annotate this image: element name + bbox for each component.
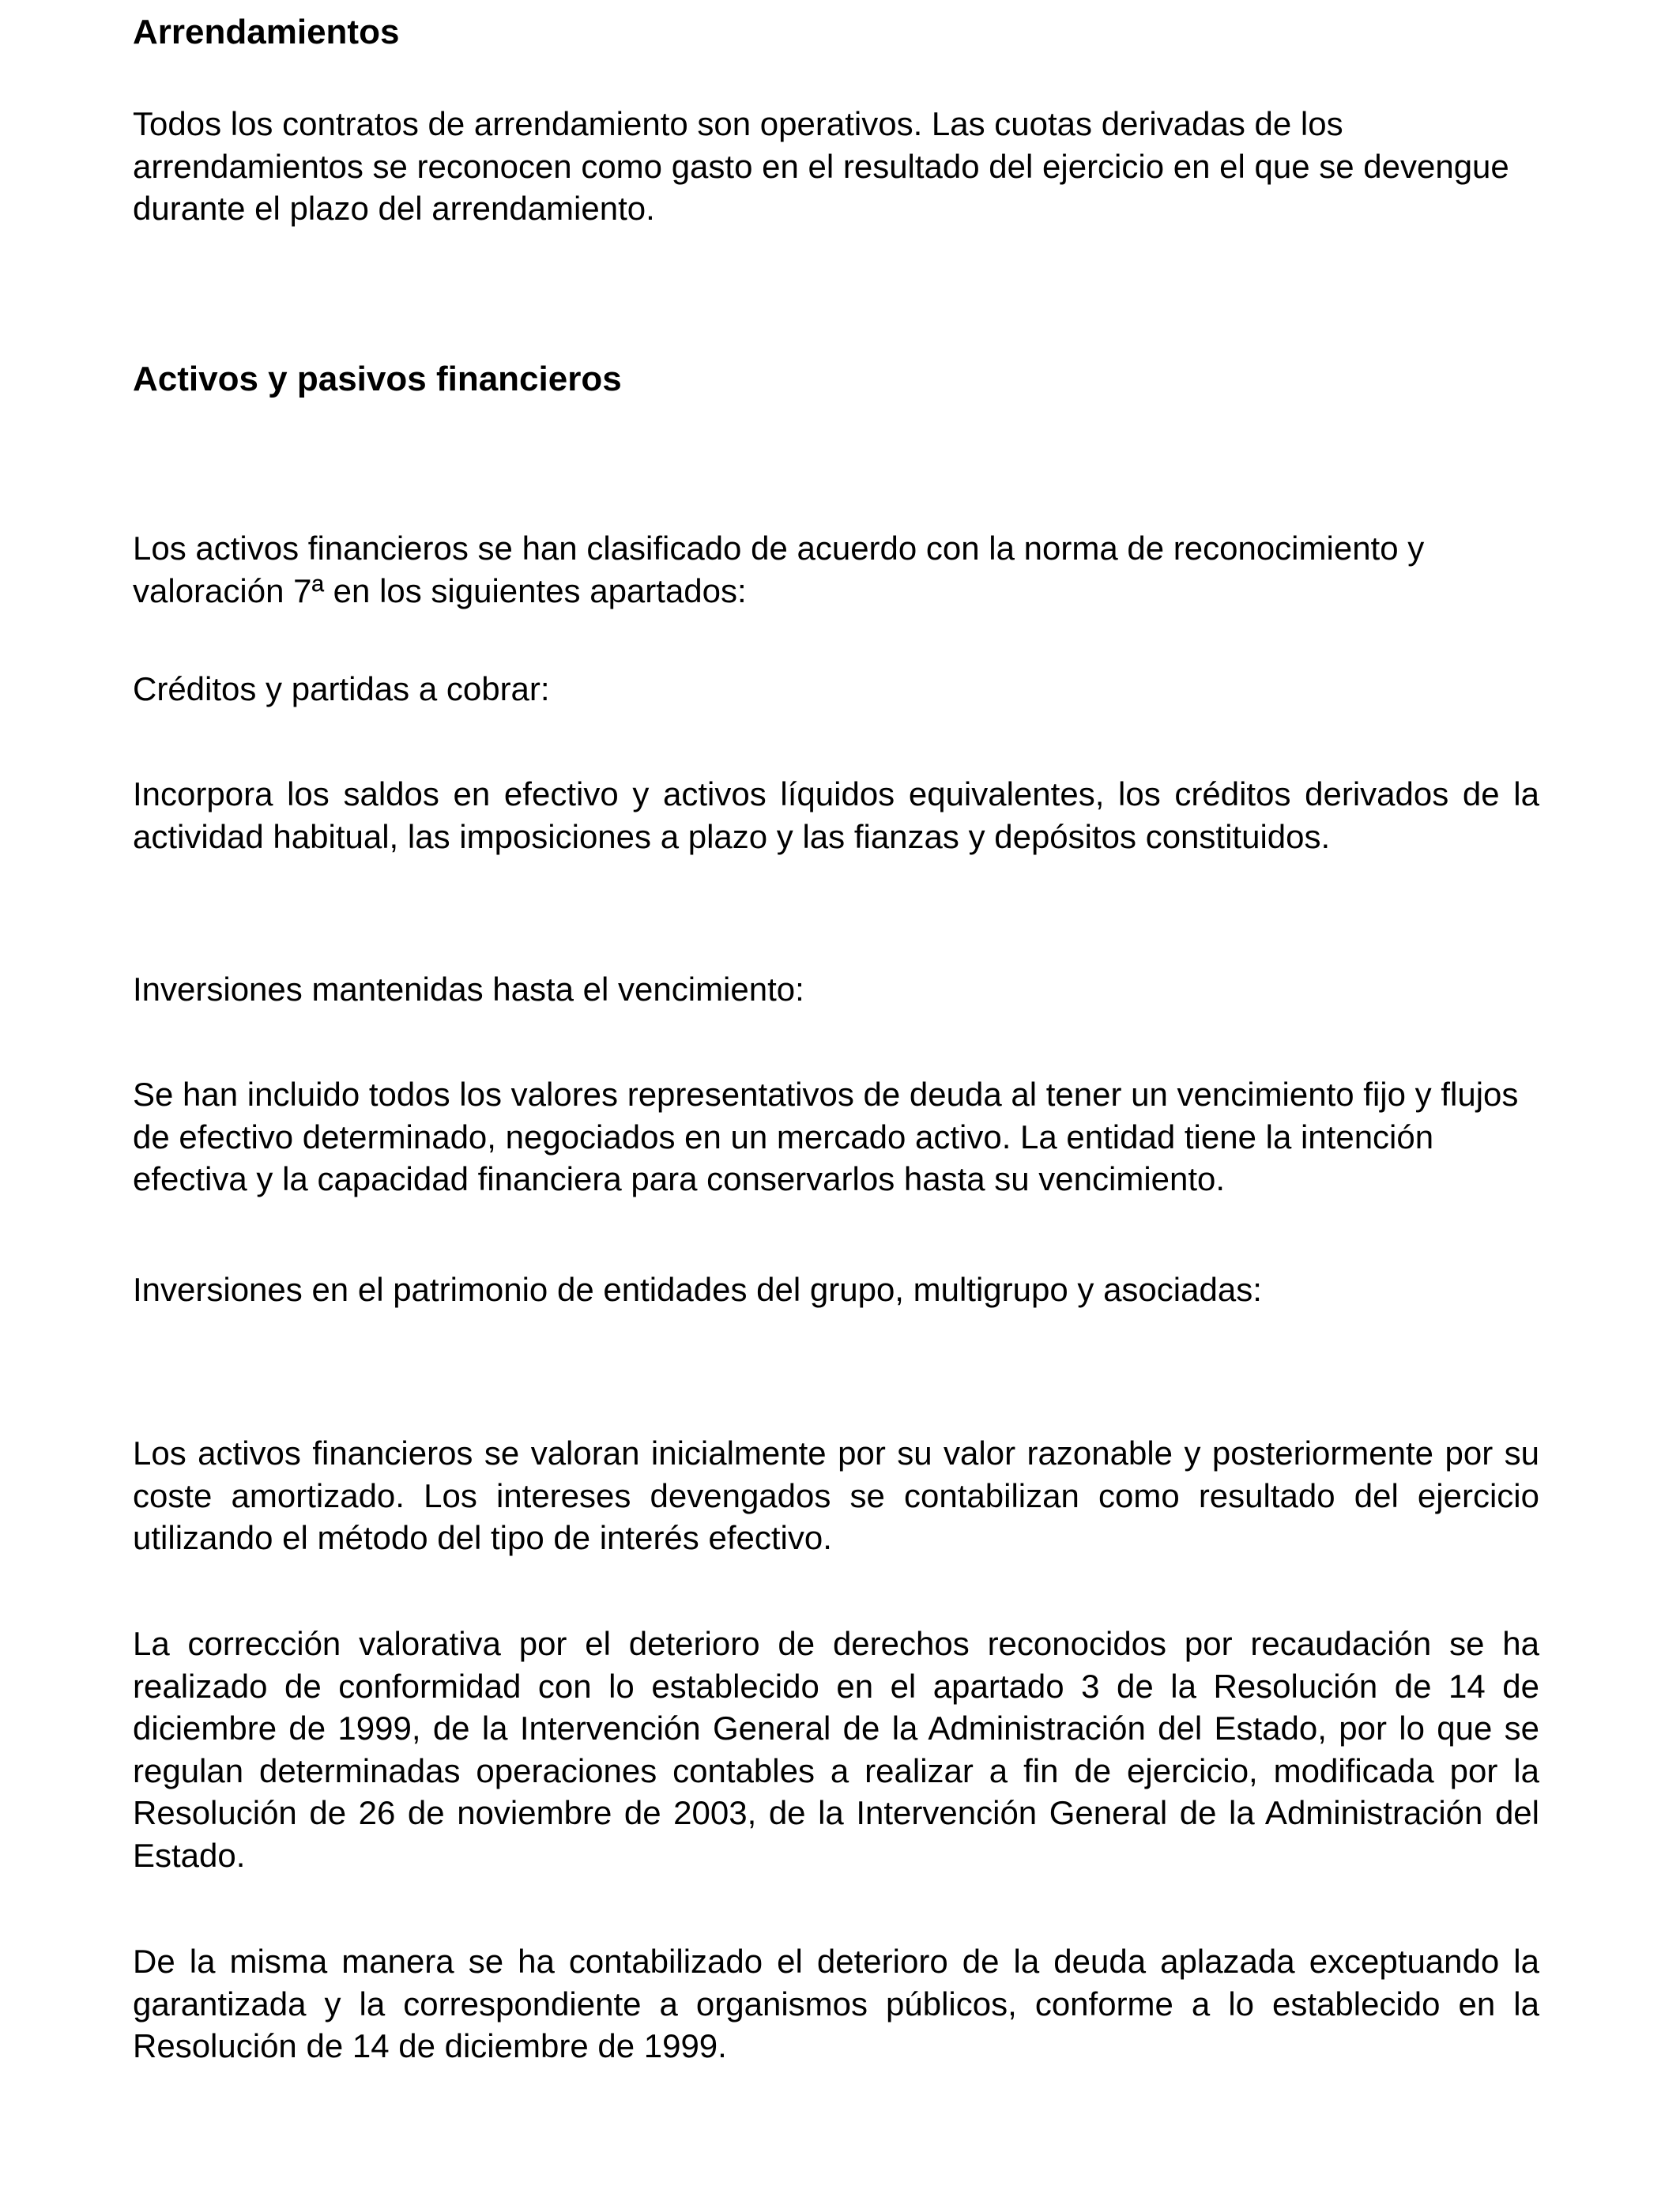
- subheading-creditos: Créditos y partidas a cobrar:: [133, 670, 550, 707]
- paragraph-valoracion: Los activos financieros se valoran inicialmente por su valor razonable y posteriormente por su coste amortizado. Los intereses devengados se contabilizan como resultado del ejercicio utilizando el método del tipo de interés efectivo.: [133, 1434, 1539, 1556]
- paragraph-creditos: Incorpora los saldos en efectivo y activos líquidos equivalentes, los créditos derivados de la actividad habitual, las imposiciones a plazo y las fianzas y depósitos constituidos.: [133, 775, 1539, 855]
- paragraph-inversiones-vencimiento: Se han incluido todos los valores representativos de deuda al tener un vencimiento fijo y flujos de efectivo determinado, negociados en un mercado activo. La entidad tiene la intención efectiva y la capacidad financiera para conservarlos hasta su vencimiento.: [133, 1076, 1519, 1197]
- paragraph-correccion-valorativa: La corrección valorativa por el deterioro de derechos reconocidos por recaudación se ha realizado de conformidad con lo establecido en el apartado 3 de la Resolución de 14 de diciembre de 1999, de la Intervención General de la Administración del Estado, por lo que se regulan determinadas operaciones contables a realizar a fin de ejercicio, modificada por la Resolución de 26 de noviembre de 2003, de la Intervención General de la Administración del Estado.: [133, 1625, 1539, 1874]
- subheading-inversiones-grupo: Inversiones en el patrimonio de entidades del grupo, multigrupo y asociadas:: [133, 1271, 1262, 1308]
- paragraph-arrendamientos: Todos los contratos de arrendamiento son operativos. Las cuotas derivadas de los arrendamientos se reconocen como gasto en el resultado del ejercicio en el que se devengue durante el plazo del arrendamiento.: [133, 105, 1509, 227]
- section-heading-activos-pasivos: Activos y pasivos financieros: [133, 360, 622, 398]
- paragraph-clasificacion-intro: Los activos financieros se han clasificado de acuerdo con la norma de reconocimiento y valoración 7ª en los siguientes apartados:: [133, 530, 1425, 609]
- section-heading-arrendamientos: Arrendamientos: [133, 13, 400, 51]
- paragraph-deuda-aplazada: De la misma manera se ha contabilizado el deterioro de la deuda aplazada exceptuando la garantizada y la correspondiente a organismos públicos, conforme a lo establecido en la Resolución de 14 de diciembre de 1999.: [133, 1943, 1539, 2064]
- subheading-inversiones-vencimiento: Inversiones mantenidas hasta el vencimiento:: [133, 971, 804, 1008]
